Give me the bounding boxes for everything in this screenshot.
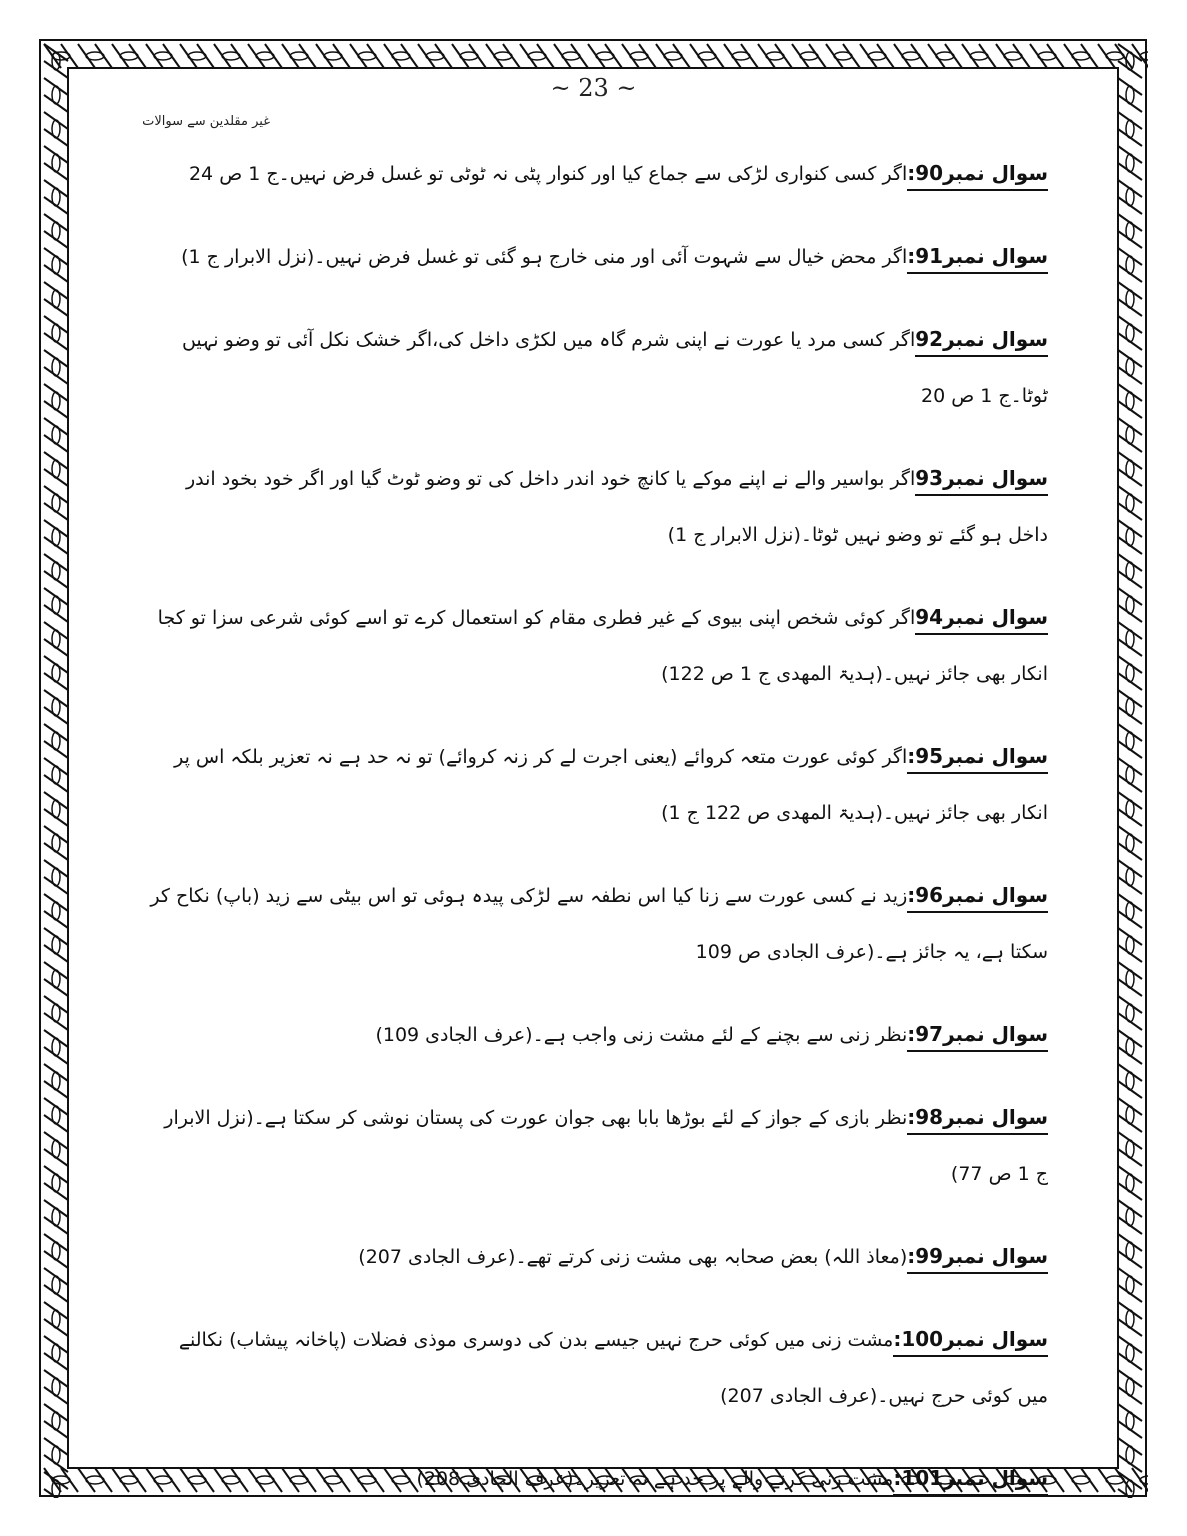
question-item xyxy=(148,228,1048,285)
question-text: اگر کوئی عورت متعہ کروائے (یعنی اجرت لے کر زنہ کروائے) تو نہ حد ہے نہ تعزیر بلکہ اس پر انکار بھی جائز نہیں۔(ہدیۃ المھدی ص 122 ج 1) xyxy=(174,746,1048,824)
question-text: اگر کسی مرد یا عورت نے اپنی شرم گاہ میں لکڑی داخل کی،اگر خشک نکل آئی تو وضو نہیں ٹوٹا۔ج 1 ص 20 xyxy=(181,329,1048,407)
page-number: ~ 23 ~ xyxy=(550,74,637,102)
question-text: مشت زنی میں کوئی حرج نہیں جیسے بدن کی دوسری موذی فضلات (پاخانہ پیشاب) نکالنے میں کوئی حرج نہیں۔(عرف الجادی 207) xyxy=(178,1329,1048,1407)
question-item xyxy=(148,1006,1048,1063)
question-label: سوال نمبر101: xyxy=(893,1466,1048,1496)
question-label: سوال نمبر93 xyxy=(915,466,1048,496)
question-label: سوال نمبر91: xyxy=(907,244,1048,274)
question-text: اگر محض خیال سے شہوت آئی اور منی خارج ہو گئی تو غسل فرض نہیں۔(نزل الابرار ج 1) xyxy=(181,246,908,268)
question-item xyxy=(148,450,1048,563)
question-label: سوال نمبر90: xyxy=(907,161,1048,191)
question-text: زید نے کسی عورت سے زنا کیا اس نطفہ سے لڑکی پیدہ ہوئی تو اس بیٹی سے زید (باپ) نکاح کر سکتا ہے، یہ جائز ہے۔(عرف الجادی ص 109 xyxy=(150,885,1048,963)
question-item xyxy=(148,311,1048,424)
question-text: (معاذ اللہ) بعض صحابہ بھی مشت زنی کرتے تھے۔(عرف الجادی 207) xyxy=(358,1246,908,1268)
question-item xyxy=(148,589,1048,702)
question-label: سوال نمبر92 xyxy=(915,327,1048,357)
question-text: نظر زنی سے بچنے کے لئے مشت زنی واجب ہے۔(عرف الجادی 109) xyxy=(375,1024,908,1046)
question-text: اگر کوئی شخص اپنی بیوی کے غیر فطری مقام کو استعمال کرے تو اسے کوئی شرعی سزا تو کجا انکار بھی جائز نہیں۔(ہدیۃ المھدی ج 1 ص 122) xyxy=(157,607,1048,685)
question-item xyxy=(148,145,1048,202)
question-label: سوال نمبر100: xyxy=(893,1327,1048,1357)
question-text: مشت زنی کرنے والے پر حد ہے نہ تعزیر۔(عرف الجادی 208) xyxy=(416,1468,894,1490)
question-label: سوال نمبر99: xyxy=(907,1244,1048,1274)
question-label: سوال نمبر98: xyxy=(907,1105,1048,1135)
question-label: سوال نمبر95: xyxy=(907,744,1048,774)
question-item xyxy=(148,1089,1048,1202)
question-label: سوال نمبر96: xyxy=(907,883,1048,913)
running-head: غیر مقلدین سے سوالات xyxy=(142,114,270,129)
question-item xyxy=(148,1450,1048,1507)
question-text: اگر بواسیر والے نے اپنے موکے یا کانچ خود اندر داخل کی تو وضو ٹوٹ گیا اور اگر خود بخود اندر داخل ہو گئے تو وضو نہیں ٹوٹا۔(نزل الابرار ج 1) xyxy=(185,468,1048,546)
question-item xyxy=(148,728,1048,841)
question-item xyxy=(148,1311,1048,1424)
question-label: سوال نمبر97: xyxy=(907,1022,1048,1052)
question-label: سوال نمبر94 xyxy=(915,605,1048,635)
question-item xyxy=(148,1228,1048,1285)
question-text: اگر کسی کنواری لڑکی سے جماع کیا اور کنوار پٹی نہ ٹوٹی تو غسل فرض نہیں۔ج 1 ص 24 xyxy=(188,163,908,185)
question-text: نظر بازی کے جواز کے لئے بوڑھا بابا بھی جوان عورت کی پستان نوشی کر سکتا ہے۔(نزل الابرار ج 1 ص 77) xyxy=(164,1107,1048,1185)
question-list xyxy=(148,145,1048,1507)
question-item xyxy=(148,867,1048,980)
